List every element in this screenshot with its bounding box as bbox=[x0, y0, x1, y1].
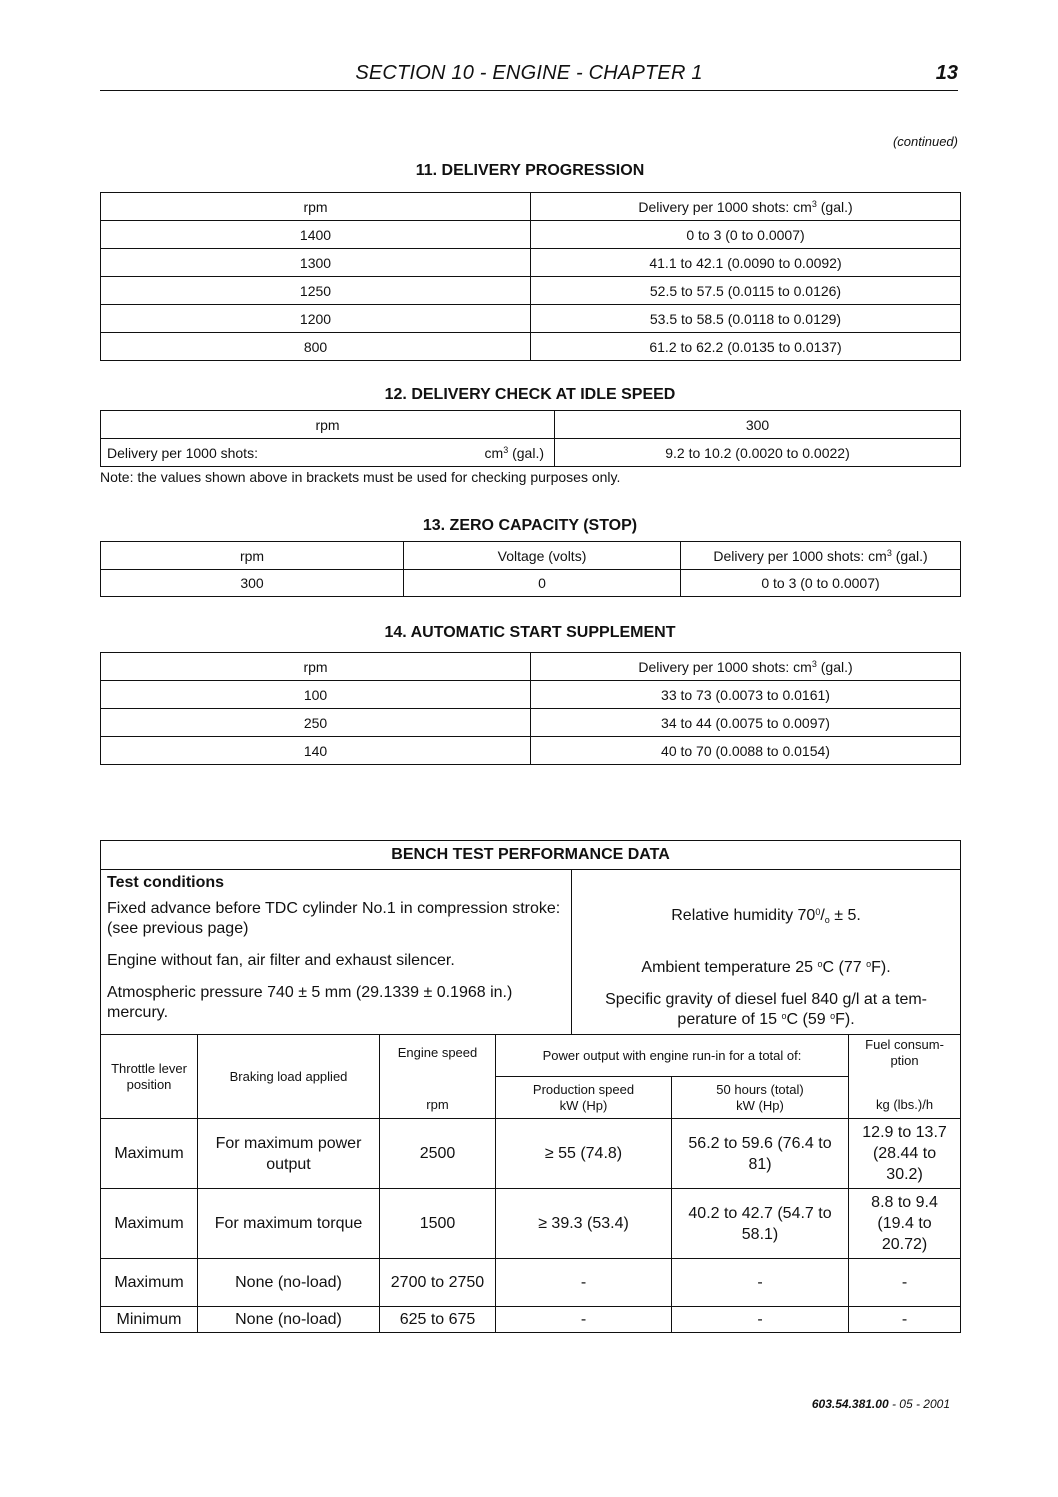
cell-delivery: 61.2 to 62.2 (0.0135 to 0.0137) bbox=[531, 333, 961, 361]
page-number: 13 bbox=[935, 62, 958, 84]
cell-braking: For maximum torque bbox=[198, 1189, 380, 1259]
table-header-row bbox=[101, 542, 961, 570]
table-row bbox=[101, 305, 961, 333]
page-footer bbox=[812, 1397, 950, 1411]
cell-braking: For maximum power output bbox=[198, 1119, 380, 1189]
table-header-row bbox=[101, 653, 961, 681]
condition-gravity: Specific gravity of diesel fuel 840 g/l at a tem- perature of 15 $^o$C (59 $^o$F). bbox=[605, 991, 927, 1028]
document-date: - 05 - 2001 bbox=[888, 1397, 950, 1411]
col-delivery: Delivery per 1000 shots: $cm^3$ (gal.) bbox=[681, 542, 961, 570]
table-row bbox=[101, 737, 961, 765]
cell-throttle: Maximum bbox=[101, 1259, 198, 1307]
col-braking: Braking load applied bbox=[198, 1035, 380, 1119]
cell-speed: 1500 bbox=[380, 1189, 496, 1259]
cell-delivery: 52.5 to 57.5 (0.0115 to 0.0126) bbox=[531, 277, 961, 305]
bench-title-row bbox=[101, 841, 961, 870]
condition-pressure: Atmospheric pressure 740 ± 5 mm (29.1339 ± 0.1968 in.) mercury. bbox=[107, 984, 513, 1021]
cell-production: ≥ 39.3 (53.4) bbox=[496, 1189, 672, 1259]
table-row bbox=[101, 221, 961, 249]
fuel-unit: kg (lbs.)/h bbox=[876, 1097, 934, 1112]
cell-fifty: 40.2 to 42.7 (54.7 to 58.1) bbox=[672, 1189, 849, 1259]
cell-delivery-label: Delivery per 1000 shots: $cm^3$ (gal.) bbox=[101, 439, 555, 467]
cell-speed: 2700 to 2750 bbox=[380, 1259, 496, 1307]
conditions-row bbox=[101, 870, 961, 1035]
condition-engine: Engine without fan, air filter and exhaust silencer. bbox=[107, 952, 455, 969]
cell-delivery: 40 to 70 (0.0088 to 0.0154) bbox=[531, 737, 961, 765]
cell-braking: None (no-load) bbox=[198, 1307, 380, 1333]
cell-speed: 2500 bbox=[380, 1119, 496, 1189]
col-delivery: Delivery per 1000 shots: $cm^3$ (gal.) bbox=[531, 193, 961, 221]
col-power-output: Power output with engine run-in for a total of: bbox=[496, 1035, 849, 1077]
condition-advance: Fixed advance before TDC cylinder No.1 in compression stroke: (see previous page) bbox=[107, 900, 561, 937]
engine-speed-unit: rpm bbox=[426, 1097, 449, 1112]
cell-fifty: - bbox=[672, 1307, 849, 1333]
cell-rpm-label: rpm bbox=[101, 411, 555, 439]
cell-delivery-value: 9.2 to 10.2 (0.0020 to 0.0022) bbox=[555, 439, 961, 467]
cell-delivery: 0 to 3 (0 to 0.0007) bbox=[531, 221, 961, 249]
zero-capacity-title: 13. ZERO CAPACITY (STOP) bbox=[422, 517, 638, 534]
table-row bbox=[101, 681, 961, 709]
cell-production: ≥ 55 (74.8) bbox=[496, 1119, 672, 1189]
col-fuel: Fuel consum- ption kg (lbs.)/h bbox=[849, 1035, 961, 1119]
condition-humidity: Relative humidity $70^0/_o \pm 5$. bbox=[671, 907, 861, 925]
cell-rpm-value: 300 bbox=[555, 411, 961, 439]
cell-fifty: - bbox=[672, 1259, 849, 1307]
col-delivery: Delivery per 1000 shots: $cm^3$ (gal.) bbox=[531, 653, 961, 681]
page-header bbox=[100, 58, 958, 91]
col-voltage: Voltage (volts) bbox=[404, 542, 681, 570]
auto-start-table bbox=[100, 652, 961, 765]
delivery-progression-table bbox=[100, 192, 961, 361]
cell-rpm: 1250 bbox=[101, 277, 531, 305]
table-row bbox=[101, 1189, 961, 1259]
cell-rpm: 800 bbox=[101, 333, 531, 361]
fifty-unit: kW (Hp) bbox=[736, 1097, 784, 1113]
cell-production: - bbox=[496, 1259, 672, 1307]
bench-test-title: BENCH TEST PERFORMANCE DATA bbox=[101, 841, 961, 870]
cell-fifty: 56.2 to 59.6 (76.4 to 81) bbox=[672, 1119, 849, 1189]
table-row bbox=[101, 1119, 961, 1189]
cell-delivery: 33 to 73 (0.0073 to 0.0161) bbox=[531, 681, 961, 709]
table-row bbox=[101, 439, 961, 467]
table-row bbox=[101, 570, 961, 597]
bench-header-row bbox=[101, 1035, 961, 1077]
auto-start-title: 14. AUTOMATIC START SUPPLEMENT bbox=[384, 624, 676, 641]
table-row bbox=[101, 709, 961, 737]
cell-braking: None (no-load) bbox=[198, 1259, 380, 1307]
production-unit: kW (Hp) bbox=[559, 1097, 608, 1113]
idle-check-table bbox=[100, 410, 961, 467]
table-header-row bbox=[101, 193, 961, 221]
col-fifty-hours: 50 hours (total) kW (Hp) bbox=[672, 1077, 849, 1119]
cell-rpm: 250 bbox=[101, 709, 531, 737]
col-production-speed: Production speed kW (Hp) bbox=[496, 1077, 672, 1119]
cell-rpm: 1300 bbox=[101, 249, 531, 277]
document-code: 603.54.381.00 bbox=[811, 1397, 889, 1411]
cell-rpm: 1400 bbox=[101, 221, 531, 249]
cell-delivery: 53.5 to 58.5 (0.0118 to 0.0129) bbox=[531, 305, 961, 333]
col-rpm: rpm bbox=[101, 542, 404, 570]
col-rpm: rpm bbox=[101, 653, 531, 681]
cell-fuel: - bbox=[849, 1307, 961, 1333]
cell-fuel: 12.9 to 13.7 (28.44 to 30.2) bbox=[849, 1119, 961, 1189]
cell-voltage: 0 bbox=[404, 570, 681, 597]
col-engine-speed: Engine speed rpm bbox=[380, 1035, 496, 1119]
note-text: Note: the values shown above in brackets must be used for checking purposes only. bbox=[100, 469, 621, 485]
table-row bbox=[101, 333, 961, 361]
cell-fuel: 8.8 to 9.4 (19.4 to 20.72) bbox=[849, 1189, 961, 1259]
table-row bbox=[101, 249, 961, 277]
col-rpm: rpm bbox=[101, 193, 531, 221]
unit-label: $cm^3$ (gal.) bbox=[484, 444, 544, 461]
col-throttle: Throttle lever position bbox=[101, 1035, 198, 1119]
conditions-heading: Test conditions bbox=[107, 874, 225, 891]
cell-production: - bbox=[496, 1307, 672, 1333]
table-row bbox=[101, 1307, 961, 1333]
zero-capacity-table bbox=[100, 541, 961, 597]
cell-delivery: 41.1 to 42.1 (0.0090 to 0.0092) bbox=[531, 249, 961, 277]
cell-rpm: 100 bbox=[101, 681, 531, 709]
cell-rpm: 140 bbox=[101, 737, 531, 765]
idle-check-title: 12. DELIVERY CHECK AT IDLE SPEED bbox=[384, 386, 676, 403]
cell-throttle: Maximum bbox=[101, 1189, 198, 1259]
cell-speed: 625 to 675 bbox=[380, 1307, 496, 1333]
cell-throttle: Minimum bbox=[101, 1307, 198, 1333]
table-row bbox=[101, 411, 961, 439]
cell-throttle: Maximum bbox=[101, 1119, 198, 1189]
test-conditions-right bbox=[572, 870, 961, 1035]
continued-label: (continued) bbox=[892, 134, 958, 149]
test-conditions-left bbox=[101, 870, 572, 1035]
cell-fuel: - bbox=[849, 1259, 961, 1307]
cell-delivery: 34 to 44 (0.0075 to 0.0097) bbox=[531, 709, 961, 737]
table-row bbox=[101, 277, 961, 305]
bench-test-table bbox=[100, 840, 961, 1333]
cell-rpm: 300 bbox=[101, 570, 404, 597]
condition-ambient: Ambient temperature 25 $^o$C (77 $^o$F). bbox=[641, 959, 891, 976]
cell-rpm: 1200 bbox=[101, 305, 531, 333]
delivery-progression-title: 11. DELIVERY PROGRESSION bbox=[415, 162, 645, 179]
cell-delivery: 0 to 3 (0 to 0.0007) bbox=[681, 570, 961, 597]
table-row bbox=[101, 1259, 961, 1307]
section-title: SECTION 10 - ENGINE - CHAPTER 1 bbox=[355, 62, 703, 84]
